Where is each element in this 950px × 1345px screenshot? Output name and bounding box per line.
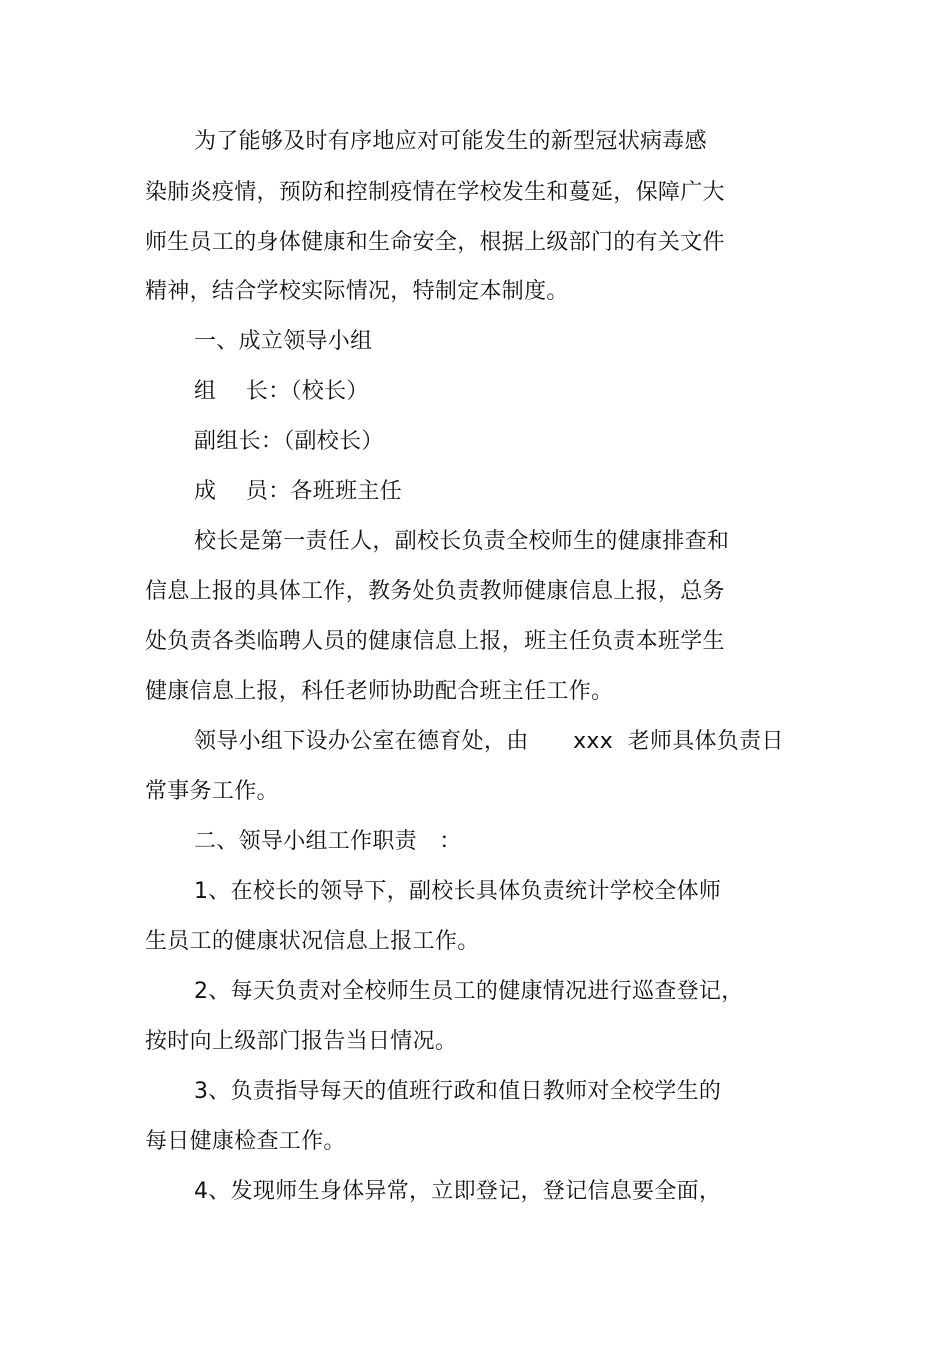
paragraph-line: 师生员工的身体健康和生命安全，根据上级部门的有关文件	[145, 230, 725, 255]
paragraph-line: 常事务工作。	[145, 779, 279, 804]
paragraph-line: 为了能够及时有序地应对可能发生的新型冠状病毒感	[194, 129, 707, 154]
list-item-line: 每日健康检查工作。	[145, 1129, 346, 1154]
paragraph-line: 领导小组下设办公室在德育处，由 xxx 老师具体负责日	[194, 729, 784, 754]
members-line: 成 员：各班班主任	[194, 479, 402, 504]
list-item-line: 4、发现师生身体异常，立即登记，登记信息要全面，	[194, 1179, 722, 1204]
section-heading: 一、成立领导小组	[194, 329, 373, 354]
paragraph-line: 处负责各类临聘人员的健康信息上报，班主任负责本班学生	[145, 629, 725, 654]
group-leader-line: 组 长：（校长）	[194, 379, 369, 404]
paragraph-line: 健康信息上报，科任老师协助配合班主任工作。	[145, 679, 614, 704]
list-item-line: 生员工的健康状况信息上报工作。	[145, 929, 480, 954]
section-heading: 二、领导小组工作职责 ：	[194, 829, 462, 854]
list-item-line: 3、负责指导每天的值班行政和值日教师对全校学生的	[194, 1079, 722, 1104]
paragraph-line: 校长是第一责任人，副校长负责全校师生的健康排查和	[194, 529, 730, 554]
list-item-line: 按时向上级部门报告当日情况。	[145, 1029, 458, 1054]
paragraph-line: 信息上报的具体工作，教务处负责教师健康信息上报，总务	[145, 579, 725, 604]
paragraph-line: 精神，结合学校实际情况，特制定本制度。	[145, 279, 569, 304]
deputy-leader-line: 副组长：（副校长）	[194, 429, 384, 454]
list-item-line: 1、在校长的领导下，副校长具体负责统计学校全体师	[194, 879, 722, 904]
paragraph-line: 染肺炎疫情，预防和控制疫情在学校发生和蔓延，保障广大	[145, 180, 725, 205]
list-item-line: 2、每天负责对全校师生员工的健康情况进行巡查登记，	[194, 979, 744, 1004]
